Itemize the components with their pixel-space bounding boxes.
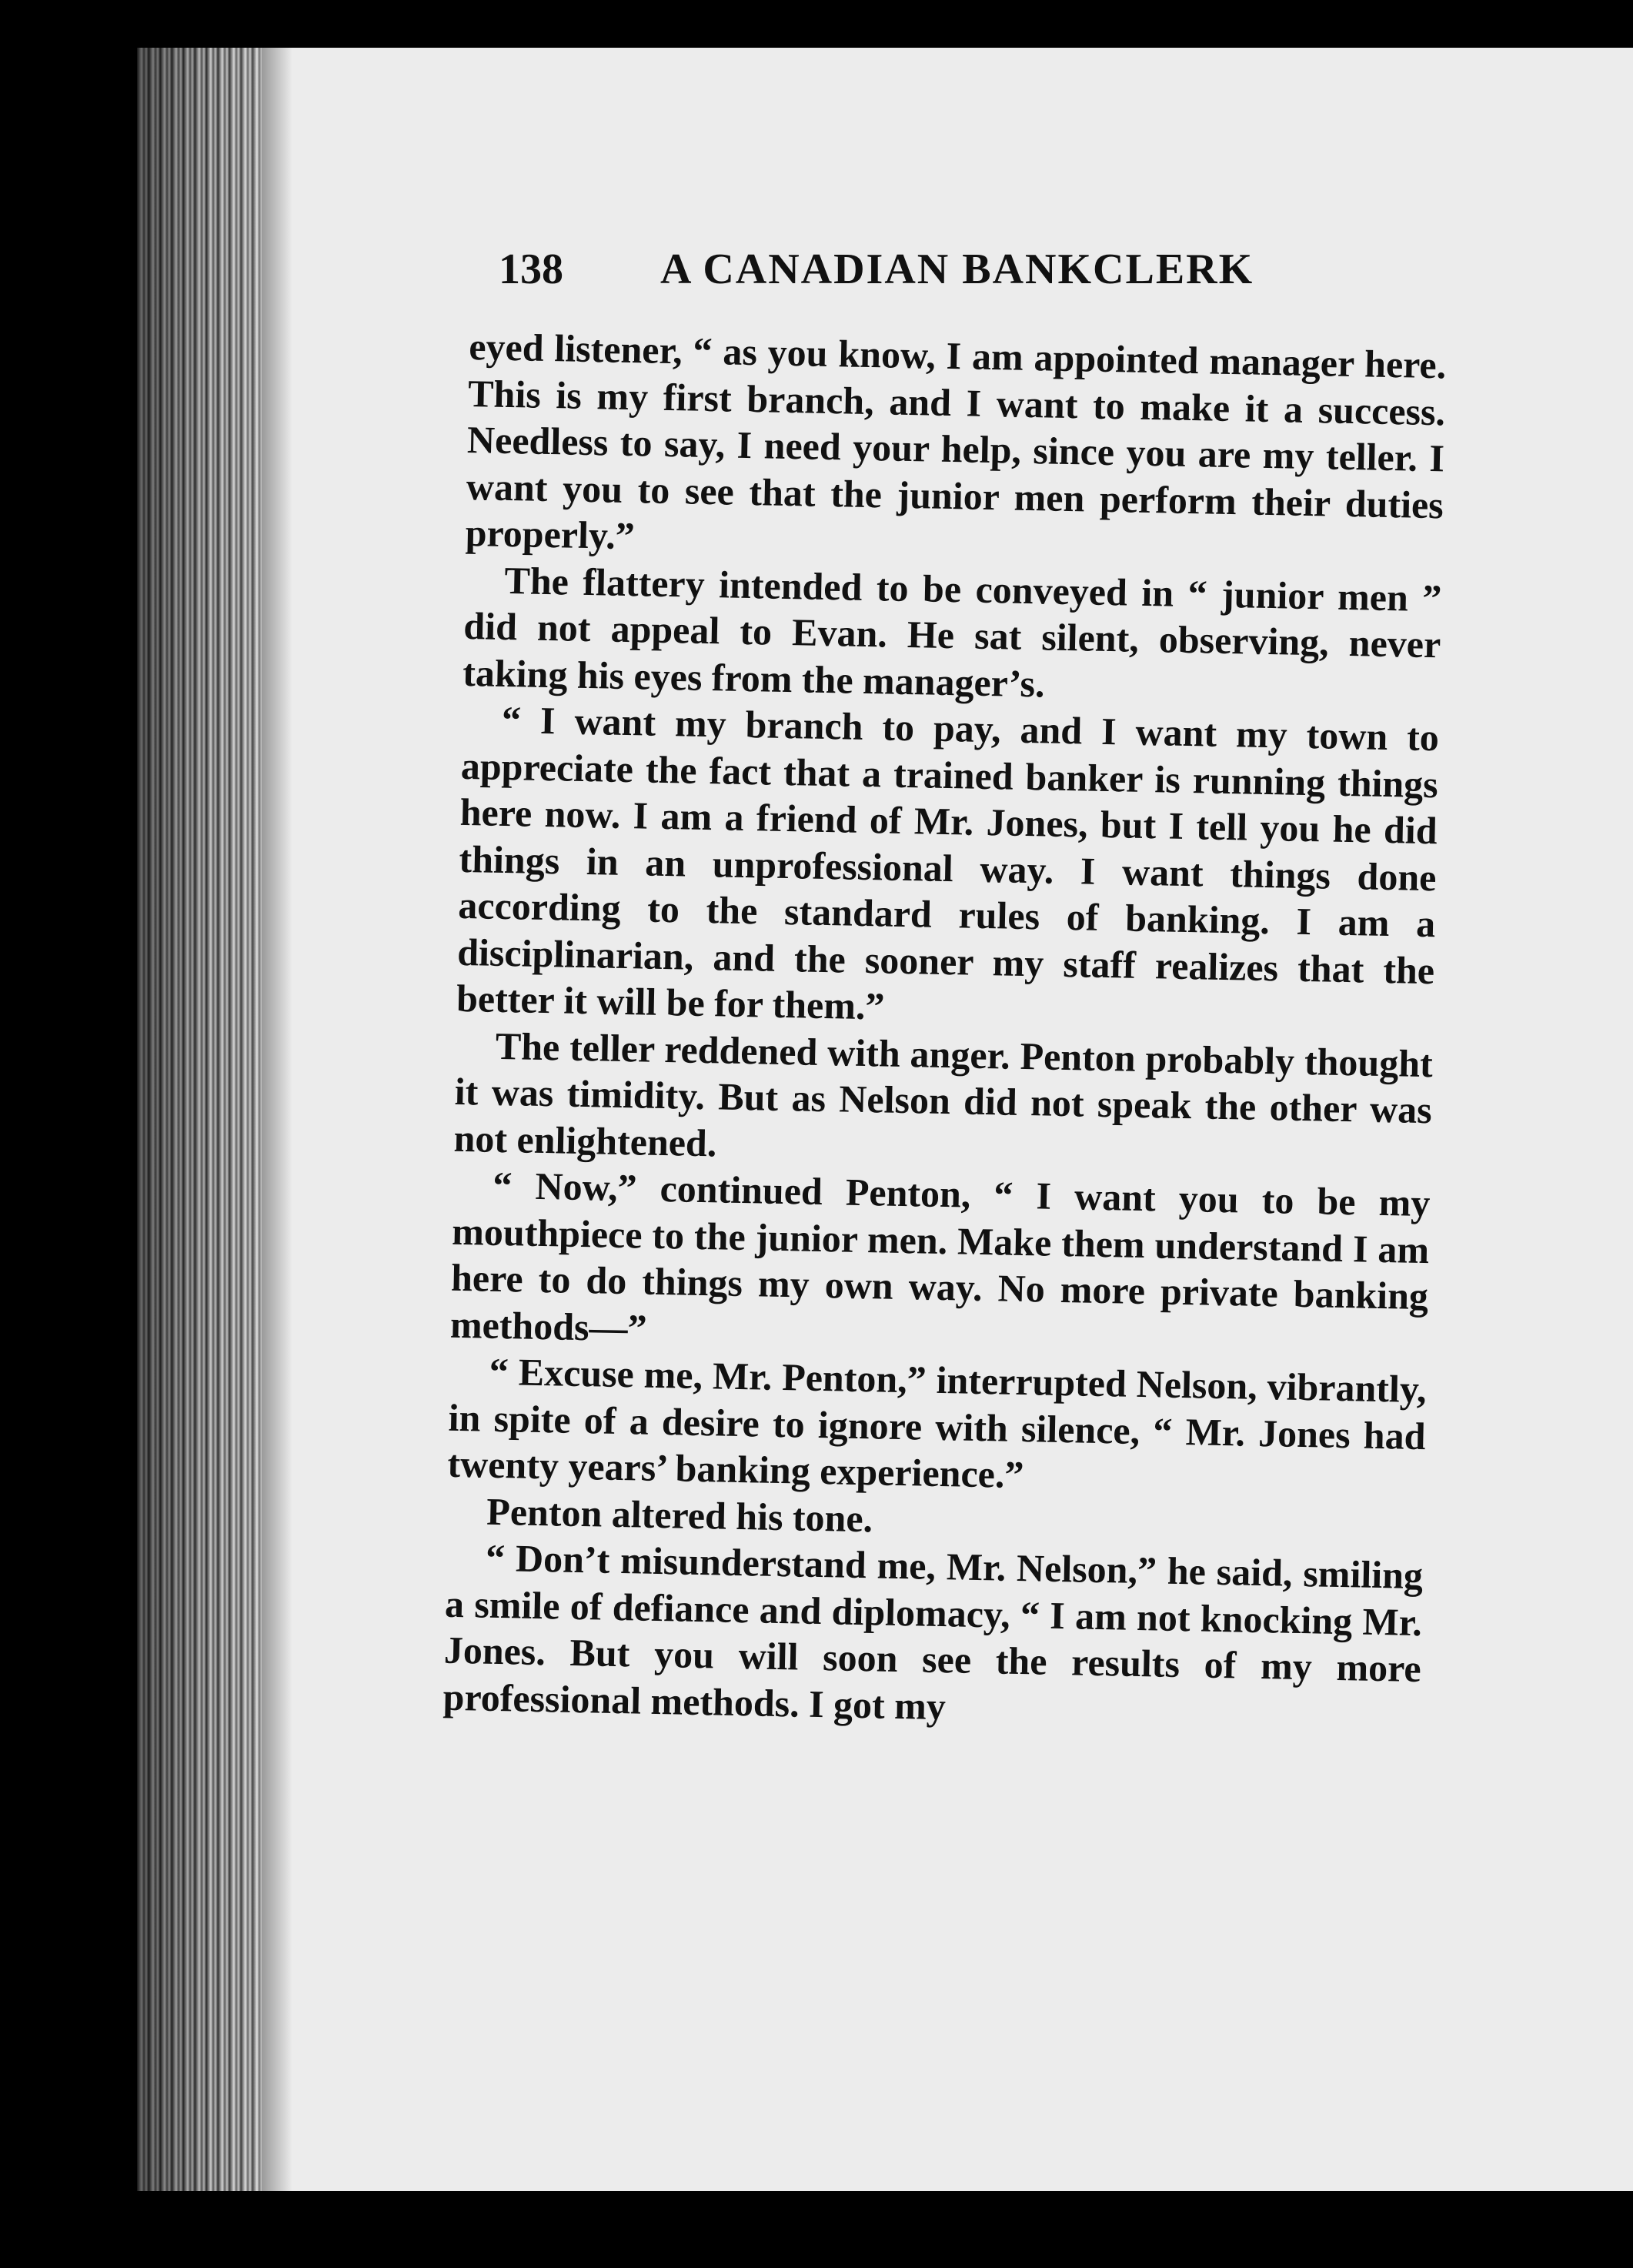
- paragraph: “ Don’t misunderstand me, Mr. Nelson,” he said, smiling a smile of defiance and diplomacy, “ I am not knocking Mr. Jones. But you will soon see the results of my more professional methods. I got my: [442, 1535, 1424, 1728]
- paragraph: “ Now,” continued Penton, “ I want you to be my mouthpiece to the junior men. Make them understand I am here to do things my own way. No more private banking methods—”: [449, 1163, 1431, 1350]
- paragraph: The flattery intended to be conveyed in “ junior men ” did not appeal to Evan. He sat silent, observing, never taking his eyes from the manager’s.: [462, 558, 1442, 705]
- page-number: 138: [499, 246, 563, 293]
- page-edges: [137, 48, 272, 2191]
- running-title: A CANADIAN BANKCLERK: [660, 246, 1254, 293]
- paragraph: The teller reddened with anger. Penton probably thought it was timidity. But as Nelson did not speak the other was not enlightened.: [453, 1024, 1434, 1164]
- body-text: [442, 323, 1447, 1739]
- page-header: [499, 245, 1307, 306]
- paragraph: Penton altered his tone.: [486, 1489, 873, 1540]
- paragraph: eyed listener, “ as you know, I am appointed manager here. This is my first branch, and I want to make it a success. Needless to say, I need your help, since you are my teller. I want you to see that the junior men perform their duties properly.”: [465, 324, 1447, 558]
- gutter-shadow: [262, 48, 292, 2191]
- paragraph: “ Excuse me, Mr. Penton,” interrupted Nelson, vibrantly, in spite of a desire to ignore with silence, “ Mr. Jones had twenty years’ banking experience.”: [447, 1349, 1428, 1497]
- paragraph: “ I want my branch to pay, and I want my town to appreciate the fact that a trained banker is running things here now. I am a friend of Mr. Jones, but I tell you he did things in an unprofessional way. I want things done according to the standard rules of banking. I am a disciplinarian, and the sooner my staff realizes that the better it will be for them.”: [456, 697, 1440, 1028]
